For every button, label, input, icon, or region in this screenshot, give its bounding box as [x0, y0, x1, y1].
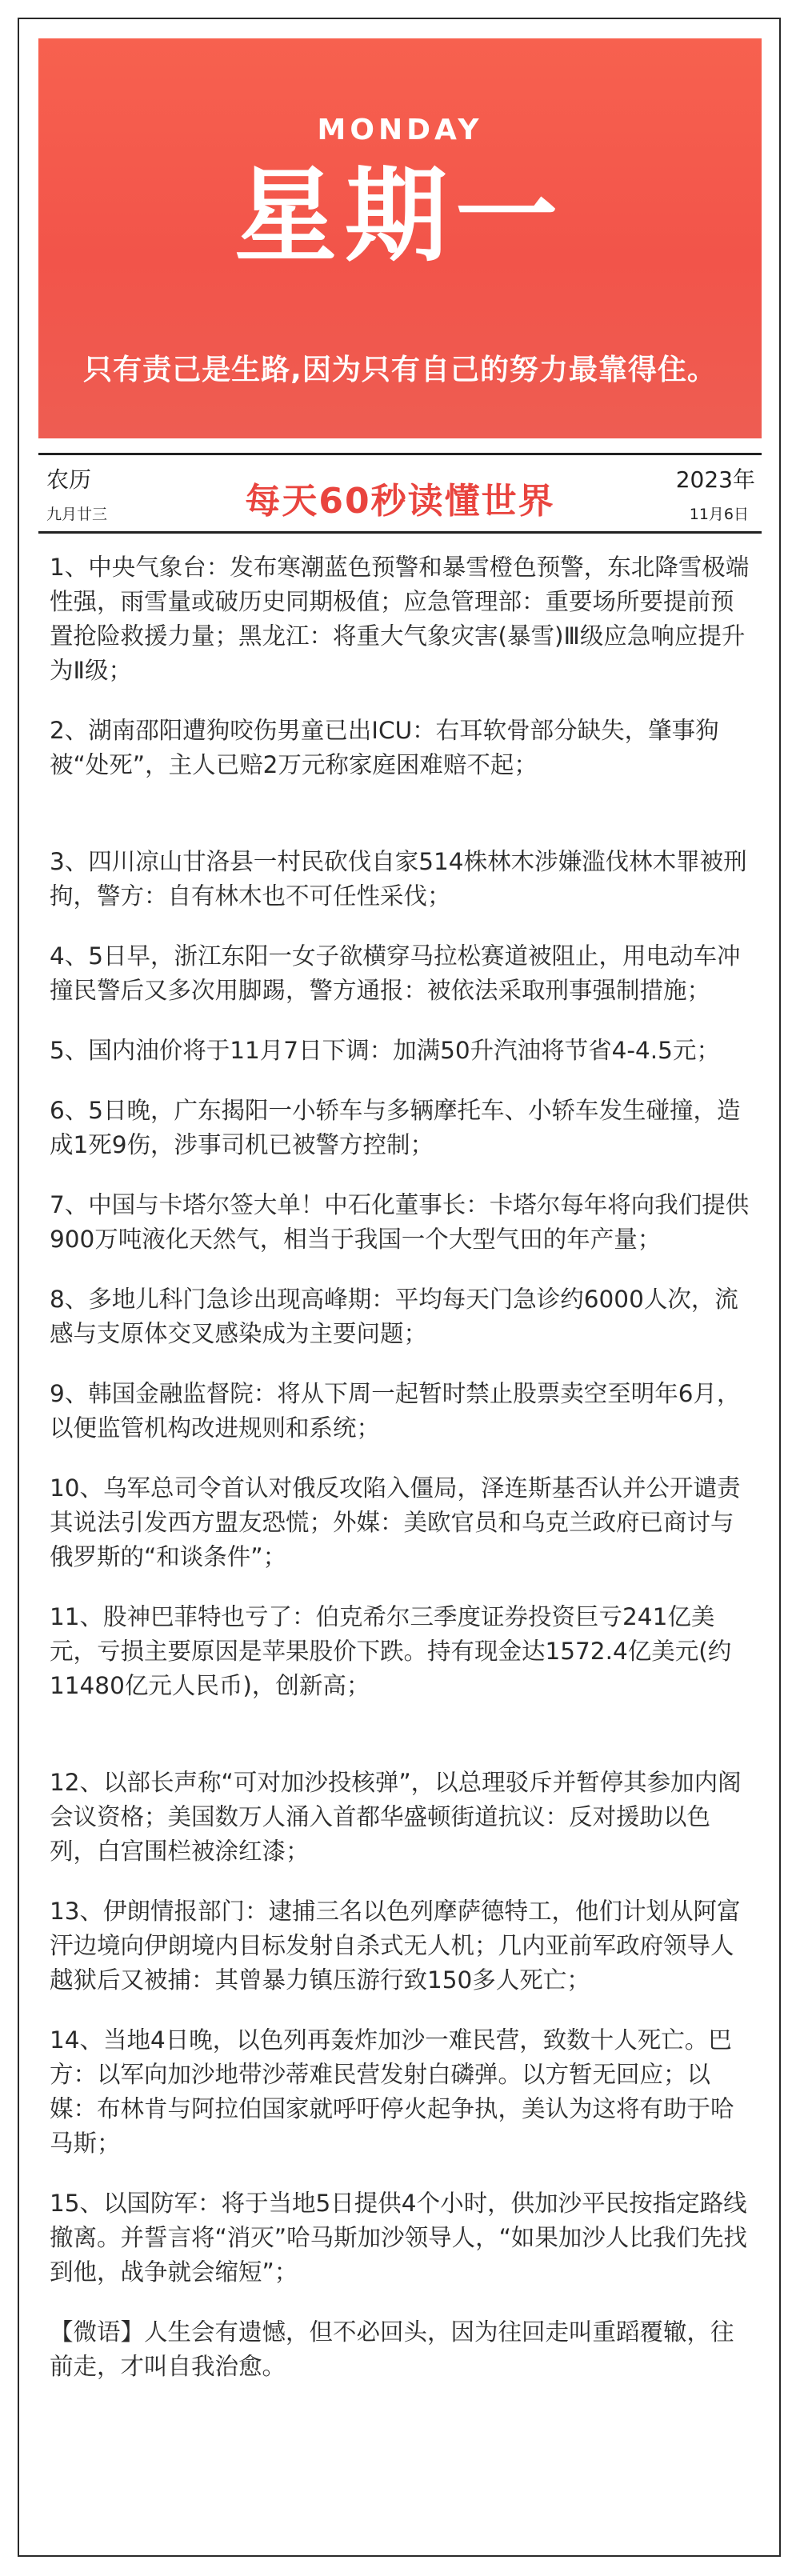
news-item: 6、5日晚，广东揭阳一小轿车与多辆摩托车、小轿车发生碰撞，造成1死9伤，涉事司机已被警方控制；: [50, 1097, 741, 1158]
year-label: 2023年: [675, 466, 755, 493]
news-item: 5、国内油价将于11月7日下调：加满50升汽油将节省4-4.5元；: [50, 1037, 720, 1064]
weekday-chinese: 星期一: [234, 157, 566, 276]
day-banner: [38, 38, 762, 438]
news-item: 14、当地4日晚，以色列再轰炸加沙一难民营，致数十人死亡。巴方：以军向加沙地带沙蒂难民营发射白磷弹。以方暂无回应；以媒：布林肯与阿拉伯国家就呼吁停火起争执，美认为这将有助于哈马斯；: [50, 2026, 734, 2157]
news-item: 8、多地儿科门急诊出现高峰期：平均每天门急诊约6000人次，流感与支原体交叉感染成为主要问题；: [50, 1286, 738, 1347]
weekday-english: MONDAY: [317, 114, 483, 146]
news-item: 11、股神巴菲特也亏了：伯克希尔三季度证券投资巨亏241亿美元，亏损主要原因是苹果股价下跌。持有现金达1572.4亿美元(约11480亿元人民币)，创新高；: [50, 1603, 732, 1699]
news-item: 15、以国防军：将于当地5日提供4个小时，供加沙平民按指定路线撤离。并誓言将“消灭”哈马斯加沙领导人，“如果加沙人比我们先找到他，战争就会缩短”；: [50, 2190, 747, 2286]
divider-bottom: [38, 531, 762, 534]
news-item: 4、5日早，浙江东阳一女子欲横穿马拉松赛道被阻止，用电动车冲撞民警后又多次用脚踢，警方通报：被依法采取刑事强制措施；: [50, 942, 741, 1004]
news-item: 2、湖南邵阳遭狗咬伤男童已出ICU：右耳软骨部分缺失，肇事狗被“处死”，主人已赔2万元称家庭困难赔不起；: [50, 717, 719, 778]
news-list: [50, 550, 754, 2410]
daily-motto: 只有责己是生路,因为只有自己的努力最靠得住。: [83, 354, 717, 386]
news-item: 7、中国与卡塔尔签大单！中石化董事长：卡塔尔每年将向我们提供900万吨液化天然气，相当于我国一个大型气田的年产量；: [50, 1191, 750, 1253]
news-item: 9、韩国金融监督院：将从下周一起暂时禁止股票卖空至明年6月，以便监管机构改进规则和系统；: [50, 1380, 741, 1442]
news-item: 1、中央气象台：发布寒潮蓝色预警和暴雪橙色预警，东北降雪极端性强，雨雪量或破历史同期极值；应急管理部：重要场所要提前预置抢险救援力量；黑龙江：将重大气象灾害(暴雪)Ⅲ级应急响应提升为Ⅱ级；: [50, 554, 750, 684]
date-label: 11月6日: [689, 506, 749, 523]
closing-quote: 【微语】人生会有遗憾，但不必回头，因为往回走叫重蹈覆辙，往前走，才叫自我治愈。: [50, 2318, 734, 2380]
news-item: 3、四川凉山甘洛县一村民砍伐自家514株林木涉嫌滥伐林木罪被刑拘，警方：自有林木也不可任性采伐；: [50, 848, 747, 910]
news-item: 12、以部长声称“可对加沙投核弹”，以总理驳斥并暂停其参加内阁会议资格；美国数万人涌入首都华盛顿街道抗议：反对援助以色列，白宫围栏被涂红漆；: [50, 1769, 742, 1865]
lunar-date: 九月廿三: [46, 506, 108, 523]
divider-top: [38, 453, 762, 455]
news-item: 13、伊朗情报部门：逮捕三名以色列摩萨德特工，他们计划从阿富汗边境向伊朗境内目标发射自杀式无人机；几内亚前军政府领导人越狱后又被捕：其曾暴力镇压游行致150多人死亡；: [50, 1898, 741, 1994]
lunar-calendar-label: 农历: [46, 466, 92, 493]
page-title: 每天60秒读懂世界: [245, 481, 555, 522]
news-item: 10、乌军总司令首认对俄反攻陷入僵局，泽连斯基否认并公开谴责其说法引发西方盟友恐慌；外媒：美欧官员和乌克兰政府已商讨与俄罗斯的“和谈条件”；: [50, 1474, 741, 1570]
